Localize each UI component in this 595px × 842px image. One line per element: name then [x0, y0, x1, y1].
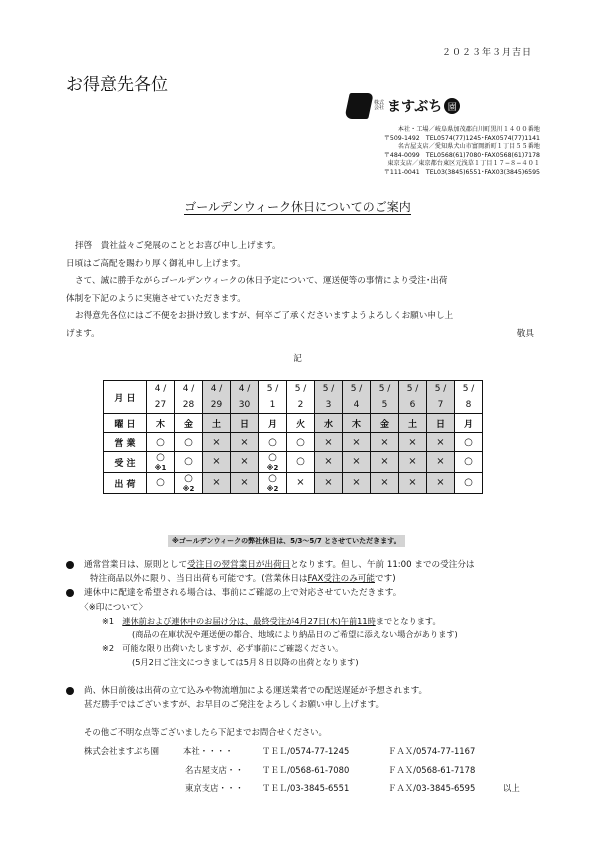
- date-cell: 5 / 3: [315, 381, 343, 414]
- date-cell: 4 / 28: [175, 381, 203, 414]
- orders-cell: ×: [399, 452, 427, 473]
- address-line: 〒484-0099 TEL0568(61)7080･FAX0568(61)7178: [383, 151, 540, 159]
- row-label-shipping: 出 荷: [104, 473, 147, 494]
- address-line: 東京支店／東京都台東区元浅草１丁目１７−８−４０１: [387, 160, 540, 167]
- contact-tel: ＴＥＬ/03-3845-6551: [262, 783, 350, 793]
- orders-cell: ×: [371, 452, 399, 473]
- weekday-cell: 金: [175, 414, 203, 433]
- orders-row: [104, 452, 483, 473]
- date-cell: 5 / 4: [343, 381, 371, 414]
- date-cell: 4 / 30: [231, 381, 259, 414]
- orders-cell: ×: [203, 452, 231, 473]
- date-cell: 5 / 7: [427, 381, 455, 414]
- body-line: [66, 326, 536, 344]
- row-label-weekday: 曜 日: [104, 414, 147, 433]
- row-label-date: 月 日: [104, 381, 147, 414]
- orders-cell: ○: [175, 452, 203, 473]
- business-cell: ○: [287, 433, 315, 452]
- greeting-line: 拝啓 貴社益々ご発展のこととお喜び申し上げます。: [75, 241, 281, 251]
- shipping-row: [104, 473, 483, 494]
- shipping-cell: ○: [455, 473, 483, 494]
- address-line: 〒111-0041 TEL03(3845)6551･FAX03(3845)6595: [383, 168, 540, 176]
- mark-2-sub: (5月2日ご注文につきましては5月８日以降の出荷となります): [132, 657, 359, 667]
- row-label-orders: 受 注: [104, 452, 147, 473]
- greeting-line: 日頃はご高配を賜わり厚く御礼申し上げます。: [66, 258, 246, 269]
- holiday-calendar-table: [103, 380, 483, 494]
- orders-cell: ×: [427, 452, 455, 473]
- bullet-delivery: [66, 586, 536, 676]
- business-cell: ×: [427, 433, 455, 452]
- row-label-business: 営 業: [104, 433, 147, 452]
- orders-cell: ○: [287, 452, 315, 473]
- mark-heading: 〈※印について〉: [80, 603, 148, 613]
- address-line: 本社・工場／岐阜県加茂郡白川町黒川１４００番地: [397, 126, 540, 133]
- contact-intro: その他ご不明な点等ございましたら下記までお問合せください。: [84, 727, 327, 737]
- mark-1-line: ※1 連休前および連休中のお届け分は、最終受注が4月27日(木)午前11時までとなります。: [102, 616, 441, 626]
- weekday-cell: 水: [315, 414, 343, 433]
- body-line: お得意先各位にはご不便をお掛け致しますが、何卒ご了承くださいますようよろしくお願い申し上: [75, 311, 454, 321]
- weekday-cell: 土: [203, 414, 231, 433]
- shipping-cell: ×: [231, 473, 259, 494]
- date-cell: 5 / 1: [259, 381, 287, 414]
- contact-fax: ＦＡＸ/0568-61-7178: [388, 765, 476, 775]
- orders-cell: ×: [343, 452, 371, 473]
- shipping-cell: ○: [147, 473, 175, 494]
- mark-2-line: ※2 可能な限り出荷いたしますが、必ず事前にご確認ください。: [102, 643, 344, 653]
- date-cell: 5 / 5: [371, 381, 399, 414]
- weekday-cell: 日: [231, 414, 259, 433]
- shipping-cell: ×: [315, 473, 343, 494]
- business-cell: ×: [343, 433, 371, 452]
- contact-company: 株式会社ますぶち園: [84, 746, 159, 756]
- issue-date: ２０２３年３月吉日: [441, 48, 532, 58]
- contact-office: 本社・・・・: [183, 746, 234, 756]
- bullet-shipping-rule: [66, 558, 536, 588]
- bullet-icon: [66, 561, 74, 569]
- contact-tel: ＴＥＬ/0568-61-7080: [262, 765, 350, 775]
- recipient-heading: お得意先各位: [66, 75, 168, 95]
- contact-office: 名古屋支店・・: [185, 765, 244, 775]
- contact-fax: ＦＡＸ/03-3845-6595: [388, 783, 476, 793]
- business-cell: ×: [371, 433, 399, 452]
- bullet-line: 甚だ勝手ではございますが、お早目のご発注をよろしくお願い申し上げます。: [84, 700, 385, 710]
- orders-cell: ○ ※2: [259, 452, 287, 473]
- brush-mark-icon: [344, 93, 374, 119]
- weekday-cell: 木: [147, 414, 175, 433]
- bullet-line: 特注商品以外に限り、当日出荷も可能です。(営業休日はFAX受注のみ可能です): [90, 574, 396, 584]
- shipping-cell: ×: [427, 473, 455, 494]
- weekday-cell: 土: [399, 414, 427, 433]
- shipping-cell: ○ ※2: [175, 473, 203, 494]
- body-line-end: げます。: [66, 328, 100, 339]
- ki-marker: 記: [293, 354, 302, 364]
- company-addresses: [384, 126, 540, 177]
- logo-name: ますぶち: [387, 99, 443, 115]
- business-cell: ×: [203, 433, 231, 452]
- date-cell: 5 / 2: [287, 381, 315, 414]
- business-cell: ×: [231, 433, 259, 452]
- document-subject: [0, 198, 595, 215]
- weekday-cell: 木: [343, 414, 371, 433]
- weekday-cell: 月: [455, 414, 483, 433]
- shipping-cell: ×: [399, 473, 427, 494]
- bullet-line: 通常営業日は、原則として受注日の翌営業日が出荷日となります。但し、午前 11:00 までの受注分は: [84, 560, 475, 570]
- bullet-line: 連休中に配達を希望される場合は、事前にご確認の上で対応させていただきます。: [84, 588, 402, 598]
- business-cell: ○: [455, 433, 483, 452]
- bullet-icon: [66, 589, 74, 597]
- contact-office: 東京支店・・・: [185, 783, 244, 793]
- contact-tel: ＴＥＬ/0574-77-1245: [262, 746, 350, 756]
- orders-cell: ○: [455, 452, 483, 473]
- business-cell: ×: [315, 433, 343, 452]
- date-cell: 5 / 6: [399, 381, 427, 414]
- subject-text: ゴールデンウィーク休日についてのご案内: [184, 200, 411, 214]
- address-line: 名古屋支店／愛知県犬山市富岡新町１丁目５５番地: [397, 143, 540, 150]
- business-cell: ○: [147, 433, 175, 452]
- weekday-cell: 火: [287, 414, 315, 433]
- contact-fax: ＦＡＸ/0574-77-1167: [388, 746, 476, 756]
- orders-cell: ×: [231, 452, 259, 473]
- ijou-closing: 以上: [503, 783, 520, 793]
- body-line: さて、誠に勝手ながらゴールデンウィークの休日予定について、運送便等の事情により受注･出荷: [75, 276, 448, 286]
- shipping-cell: ×: [343, 473, 371, 494]
- date-row: [104, 381, 483, 414]
- mark-1-sub: (商品の在庫状況や運送便の都合、地域により納品日のご希望に添えない場合があります): [132, 629, 458, 639]
- weekday-cell: 日: [427, 414, 455, 433]
- weekday-cell: 月: [259, 414, 287, 433]
- date-cell: 5 / 8: [455, 381, 483, 414]
- bullet-delay: [66, 684, 536, 714]
- shipping-cell: ×: [203, 473, 231, 494]
- body-line: 体制を下記のように実施させていただきます。: [66, 293, 246, 304]
- logo-kabushiki: 株式会社: [374, 100, 385, 111]
- date-cell: 4 / 29: [203, 381, 231, 414]
- keigu: 敬具: [516, 328, 534, 339]
- weekday-cell: 金: [371, 414, 399, 433]
- address-line: 〒509-1492 TEL0574(77)1245･FAX0574(77)1141: [383, 134, 540, 142]
- shipping-cell: ×: [287, 473, 315, 494]
- greeting: [66, 238, 536, 343]
- orders-cell: ×: [315, 452, 343, 473]
- weekday-row: [104, 414, 483, 433]
- logo-seal-icon: 園: [444, 98, 460, 114]
- business-cell: ○: [175, 433, 203, 452]
- business-cell: ×: [399, 433, 427, 452]
- bullet-line: 尚、休日前後は出荷の立て込みや物流増加による運送業者での配送遅延が予想されます。: [84, 686, 428, 696]
- shipping-cell: ○ ※2: [259, 473, 287, 494]
- company-logo: [347, 93, 513, 119]
- business-cell: ○: [259, 433, 287, 452]
- business-row: [104, 433, 483, 452]
- date-cell: 4 / 27: [147, 381, 175, 414]
- holiday-note: ※ゴールデンウィークの弊社休日は、5/3～5/7 とさせていただきます。: [168, 535, 405, 547]
- shipping-cell: ×: [371, 473, 399, 494]
- orders-cell: ○ ※1: [147, 452, 175, 473]
- bullet-icon: [66, 687, 74, 695]
